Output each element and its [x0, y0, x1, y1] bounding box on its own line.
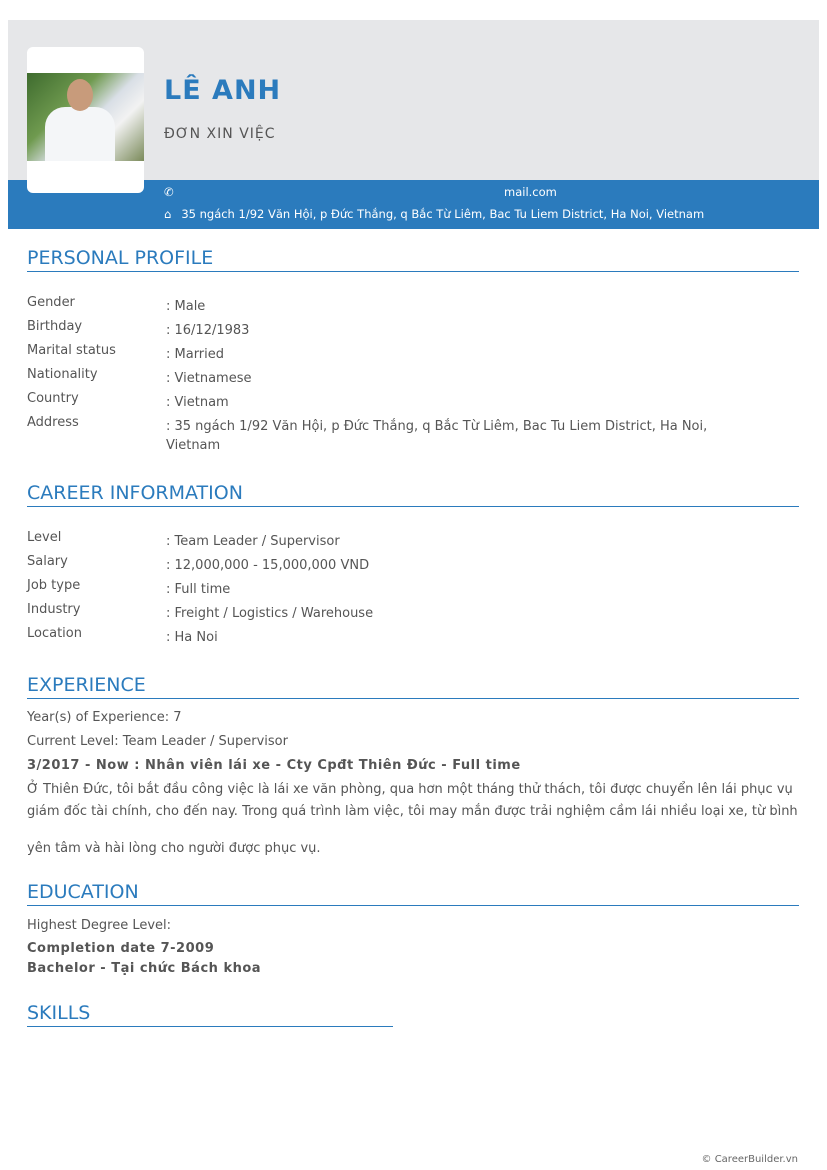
- info-value: : 12,000,000 - 15,000,000 VND: [166, 558, 370, 573]
- job-description: Ở Thiên Đức, tôi bắt đầu công việc là lái xe văn phòng, qua hơn một tháng thử thách, tôi được chuyển lên lái phục vụ giám đốc tài chính, cho đến nay. Trong quá trình làm việc, tôi may mắn được trải nghiệm cầm lái nhiều loại xe, từ bình: [27, 782, 798, 819]
- experience-level: Current Level: Team Leader / Supervisor: [27, 734, 288, 749]
- job-description-end: yên tâm và hài lòng cho người được phục vụ.: [27, 841, 321, 856]
- info-label: Industry: [27, 602, 81, 617]
- info-value: : Freight / Logistics / Warehouse: [166, 606, 374, 621]
- info-label: Birthday: [27, 319, 83, 334]
- section-experience: EXPERIENCE: [27, 674, 799, 699]
- home-icon: ⌂: [164, 207, 172, 221]
- info-label: Nationality: [27, 367, 98, 382]
- contact-address: 35 ngách 1/92 Văn Hội, p Đức Thắng, q Bắc Từ Liêm, Bac Tu Liem District, Ha Noi, Vietnam: [181, 207, 705, 221]
- info-value: : Team Leader / Supervisor: [166, 534, 340, 549]
- profile-photo-card: [27, 47, 144, 193]
- section-career-information: CAREER INFORMATION: [27, 482, 799, 507]
- info-label: Salary: [27, 554, 68, 569]
- info-value: : Vietnamese: [166, 371, 252, 386]
- profile-photo: [27, 73, 144, 161]
- job-title: 3/2017 - Now : Nhân viên lái xe - Cty Cpđt Thiên Đức - Full time: [27, 758, 521, 773]
- info-value: : Male: [166, 299, 206, 314]
- school: Bachelor - Tại chức Bách khoa: [27, 961, 262, 976]
- info-label: Country: [27, 391, 79, 406]
- section-personal-profile: PERSONAL PROFILE: [27, 247, 799, 272]
- email: mail.com: [504, 185, 557, 199]
- info-value: : Married: [166, 347, 225, 362]
- section-education: EDUCATION: [27, 881, 799, 906]
- info-label: Location: [27, 626, 82, 641]
- info-label: Gender: [27, 295, 75, 310]
- info-value: : 35 ngách 1/92 Văn Hội, p Đức Thắng, q Bắc Từ Liêm, Bac Tu Liem District, Ha Noi, Vietnam: [166, 419, 708, 453]
- info-value: : Full time: [166, 582, 231, 597]
- footer-credit: © CareerBuilder.vn: [701, 1154, 798, 1165]
- completion-date: Completion date 7-2009: [27, 941, 215, 956]
- section-skills: SKILLS: [27, 1002, 393, 1027]
- degree-level: Highest Degree Level:: [27, 918, 172, 933]
- candidate-name: LÊ ANH: [164, 75, 282, 106]
- info-label: Marital status: [27, 343, 116, 358]
- info-label: Level: [27, 530, 62, 545]
- document-subtitle: ĐƠN XIN VIỆC: [164, 126, 276, 142]
- info-value: : 16/12/1983: [166, 323, 250, 338]
- info-value: : Ha Noi: [166, 630, 218, 645]
- phone-icon: ✆: [164, 185, 174, 199]
- info-label: Address: [27, 415, 79, 430]
- info-value: : Vietnam: [166, 395, 229, 410]
- experience-years: Year(s) of Experience: 7: [27, 710, 182, 725]
- info-label: Job type: [27, 578, 81, 593]
